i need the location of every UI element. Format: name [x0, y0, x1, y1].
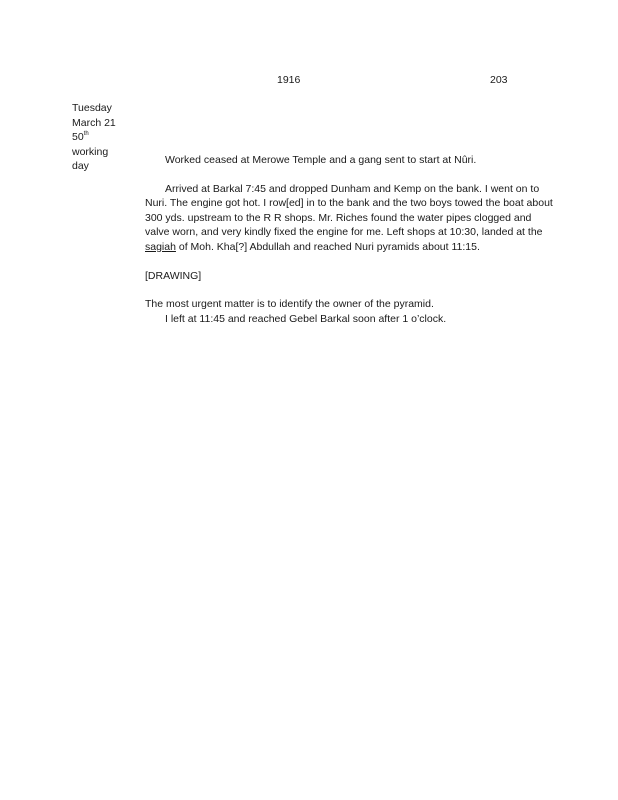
paragraph-departure: I left at 11:45 and reached Gebel Barkal soon after 1 o’clock. — [165, 312, 447, 325]
paragraph-work-ceased: Worked ceased at Merowe Temple and a gang sent to start at Nûri. — [165, 154, 477, 166]
margin-count-number: 50 — [72, 131, 84, 144]
margin-count-suffix: th — [83, 131, 89, 138]
paragraph-arrival — [145, 182, 553, 255]
page-number: 203 — [490, 74, 508, 86]
margin-day: Tuesday — [72, 102, 112, 114]
journal-body — [145, 153, 553, 326]
paragraph-arrival-text-b: of Moh. Kha[?] Abdullah and reached Nuri pyramids about 11:15. — [175, 240, 480, 253]
margin-date: March 21 — [72, 116, 116, 129]
margin-working: working — [72, 145, 109, 158]
underlined-word-sagiah: sagiah — [145, 240, 176, 253]
paragraph-arrival-text-a: Arrived at Barkal 7:45 and dropped Dunham and Kemp on the bank. I went on to Nuri. The engine got hot. I row[ed] in to the bank and the two boys towed the boat about 300 yds. upstream to the R R shops. Mr. Riches found the water pipes clogged and valve worn, and very kindly fixed the engine for me. Left shops at 10:30, landed at the — [145, 182, 553, 239]
margin-day-word: day — [72, 160, 89, 173]
year-header: 1916 — [277, 74, 301, 86]
margin-working-day-count — [72, 130, 142, 145]
drawing-placeholder: [DRAWING] — [145, 269, 202, 282]
paragraph-urgent-matter: The most urgent matter is to identify the owner of the pyramid. — [145, 298, 434, 311]
margin-date-notes — [72, 101, 142, 174]
